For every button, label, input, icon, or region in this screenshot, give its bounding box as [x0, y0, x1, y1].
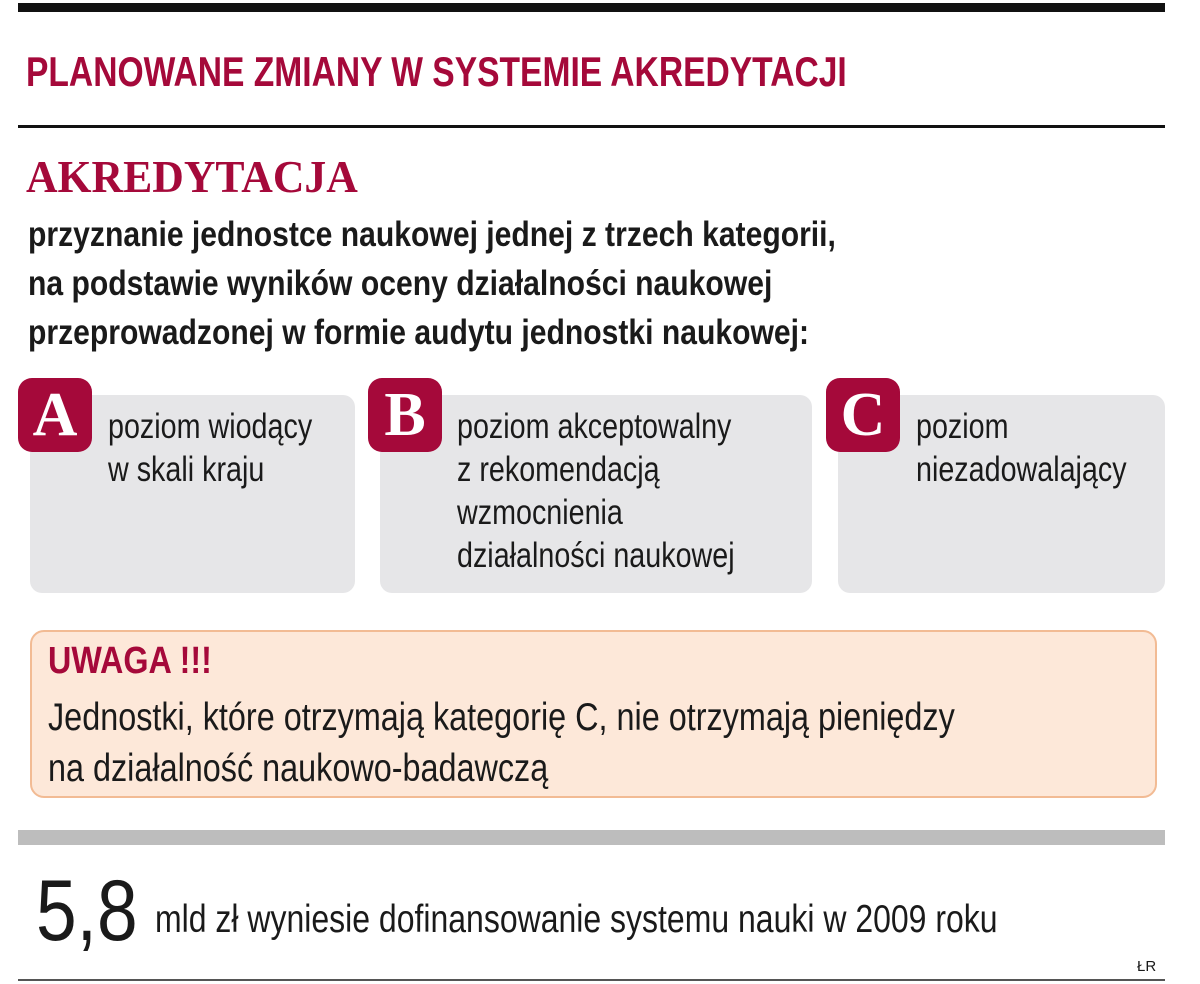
warning-line: na działalność naukowo-badawczą — [48, 747, 549, 790]
category-line: w skali kraju — [108, 450, 265, 489]
category-text-b — [457, 405, 735, 577]
fact-divider — [18, 830, 1165, 845]
author-credit: ŁR — [1137, 958, 1157, 975]
category-line: wzmocnienia — [457, 493, 623, 532]
section-heading: AKREDYTACJA — [26, 151, 358, 202]
top-rule — [18, 3, 1165, 12]
category-line: działalności naukowej — [457, 536, 735, 575]
category-badge-b: B — [368, 378, 442, 452]
category-badge-a: A — [18, 378, 92, 452]
bottom-rule — [18, 979, 1165, 981]
fact-text: mld zł wyniesie dofinansowanie systemu nauki w 2009 roku — [155, 898, 998, 941]
category-line: z rekomendacją — [457, 450, 660, 489]
definition-line: przeprowadzonej w formie audytu jednostki naukowej: — [28, 313, 810, 352]
warning-line: Jednostki, które otrzymają kategorię C, nie otrzymają pieniędzy — [48, 696, 955, 739]
definition-line: na podstawie wyników oceny działalności naukowej — [28, 264, 773, 303]
title-divider — [18, 125, 1165, 128]
fact-number: 5,8 — [36, 863, 138, 959]
category-line: poziom akceptowalny — [457, 407, 732, 446]
category-line: niezadowalający — [916, 450, 1127, 489]
category-text-c — [916, 405, 1127, 491]
definition-line: przyznanie jednostce naukowej jednej z trzech kategorii, — [28, 215, 836, 254]
category-line: poziom — [916, 407, 1009, 446]
warning-title: UWAGA !!! — [48, 640, 212, 682]
infographic-title: PLANOWANE ZMIANY W SYSTEMIE AKREDYTACJI — [26, 48, 847, 95]
category-text-a — [108, 405, 312, 491]
warning-text — [48, 692, 955, 794]
definition-text — [28, 210, 836, 357]
category-line: poziom wiodący — [108, 407, 313, 446]
category-badge-c: C — [826, 378, 900, 452]
